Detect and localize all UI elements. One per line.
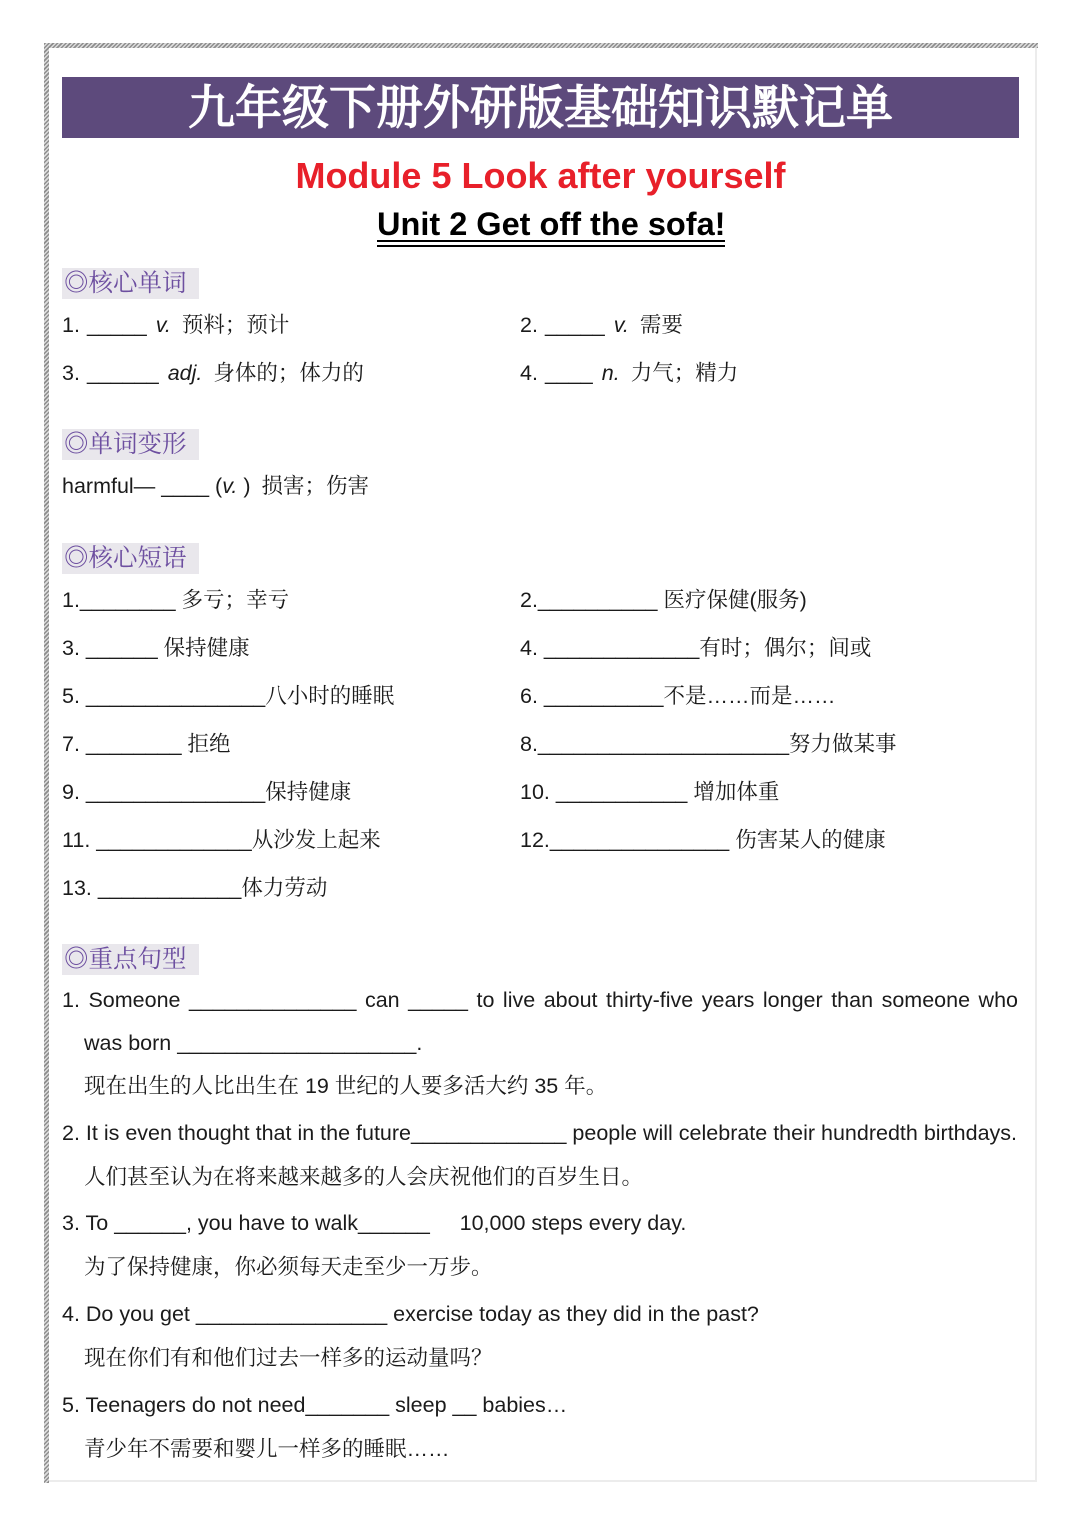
section-heading-core-phrases: ◎核心短语	[62, 543, 199, 574]
section-heading-core-words: ◎核心单词	[62, 268, 199, 299]
sentence-translation: 现在出生的人比出生在 19 世纪的人要多活大约 35 年。	[84, 1074, 608, 1098]
phrase-item: 13. ____________体力劳动	[62, 876, 328, 900]
answer-blank: _____	[86, 313, 147, 337]
phrase-item: 1.________ 多亏；幸亏	[62, 588, 290, 612]
phrase-item: 8._____________________努力做某事	[520, 732, 897, 756]
vocab-item	[520, 310, 683, 340]
phrase-item: 2.__________ 医疗保健(服务)	[520, 588, 807, 612]
vocab-item	[62, 310, 289, 340]
sentence-line: 2. It is even thought that in the future_____________ people will celebrate their hundredth birthdays.	[62, 1121, 1018, 1145]
part-of-speech: adj.	[167, 361, 203, 385]
sentence-line: 5. Teenagers do not need_______ sleep __ babies…	[62, 1393, 568, 1417]
phrase-item: 9. _______________保持健康	[62, 780, 352, 804]
word-form-item	[62, 471, 369, 501]
part-of-speech-group	[215, 471, 250, 501]
sentence-translation: 青少年不需要和婴儿一样多的睡眠……	[84, 1437, 450, 1461]
sentence-line: 1. Someone ______________ can _____ to live about thirty-five years longer than someone who	[62, 988, 1018, 1012]
sentence-line: was born ____________________.	[84, 1031, 423, 1055]
meaning: 损害；伤害	[261, 474, 370, 498]
phrase-item: 4. _____________有时；偶尔；间或	[520, 636, 872, 660]
sentence-line: 3. To ______, you have to walk______ 10,000 steps every day.	[62, 1211, 687, 1235]
item-number: 2.	[520, 313, 538, 337]
page-border-top	[44, 43, 1038, 48]
paren-close: )	[237, 474, 251, 498]
page-border-right	[1035, 48, 1037, 1482]
page-border-bottom	[49, 1480, 1037, 1482]
part-of-speech: v.	[222, 474, 238, 498]
meaning: 预料；预计	[181, 313, 290, 337]
item-number: 1.	[62, 313, 80, 337]
module-title: Module 5 Look after yourself	[295, 155, 786, 196]
sentence-translation: 为了保持健康，你必须每天走至少一万步。	[84, 1255, 493, 1279]
answer-blank: ____	[161, 474, 210, 498]
paren-open: (	[215, 474, 223, 498]
phrase-item: 5. _______________八小时的睡眠	[62, 684, 395, 708]
base-word: harmful—	[62, 474, 156, 498]
title-banner	[62, 77, 1019, 138]
answer-blank: ______	[86, 361, 159, 385]
phrase-item: 3. ______ 保持健康	[62, 636, 250, 660]
part-of-speech: v.	[155, 313, 171, 337]
part-of-speech: n.	[601, 361, 620, 385]
part-of-speech: v.	[613, 313, 629, 337]
phrase-item: 11. _____________从沙发上起来	[62, 828, 381, 852]
item-number: 4.	[520, 361, 538, 385]
answer-blank: ____	[544, 361, 593, 385]
meaning: 需要	[639, 313, 683, 337]
phrase-item: 7. ________ 拒绝	[62, 732, 231, 756]
meaning: 身体的；体力的	[213, 361, 364, 385]
vocab-item	[520, 358, 738, 388]
unit-title: Unit 2 Get off the sofa!	[377, 209, 725, 247]
phrase-item: 10. ___________ 增加体重	[520, 780, 780, 804]
page-title: 九年级下册外研版基础知识默记单	[188, 81, 893, 134]
section-heading-key-sentences: ◎重点句型	[62, 944, 199, 975]
meaning: 力气；精力	[630, 361, 739, 385]
section-heading-word-forms: ◎单词变形	[62, 429, 199, 460]
sentence-translation: 现在你们有和他们过去一样多的运动量吗？	[84, 1346, 493, 1370]
item-number: 3.	[62, 361, 80, 385]
sentence-line: 4. Do you get ________________ exercise today as they did in the past?	[62, 1302, 759, 1326]
answer-blank: _____	[544, 313, 605, 337]
sentence-translation: 人们甚至认为在将来越来越多的人会庆祝他们的百岁生日。	[84, 1165, 644, 1189]
page-border-left	[44, 43, 49, 1483]
vocab-item	[62, 358, 364, 388]
phrase-item: 6. __________不是……而是……	[520, 684, 836, 708]
phrase-item: 12._______________ 伤害某人的健康	[520, 828, 886, 852]
